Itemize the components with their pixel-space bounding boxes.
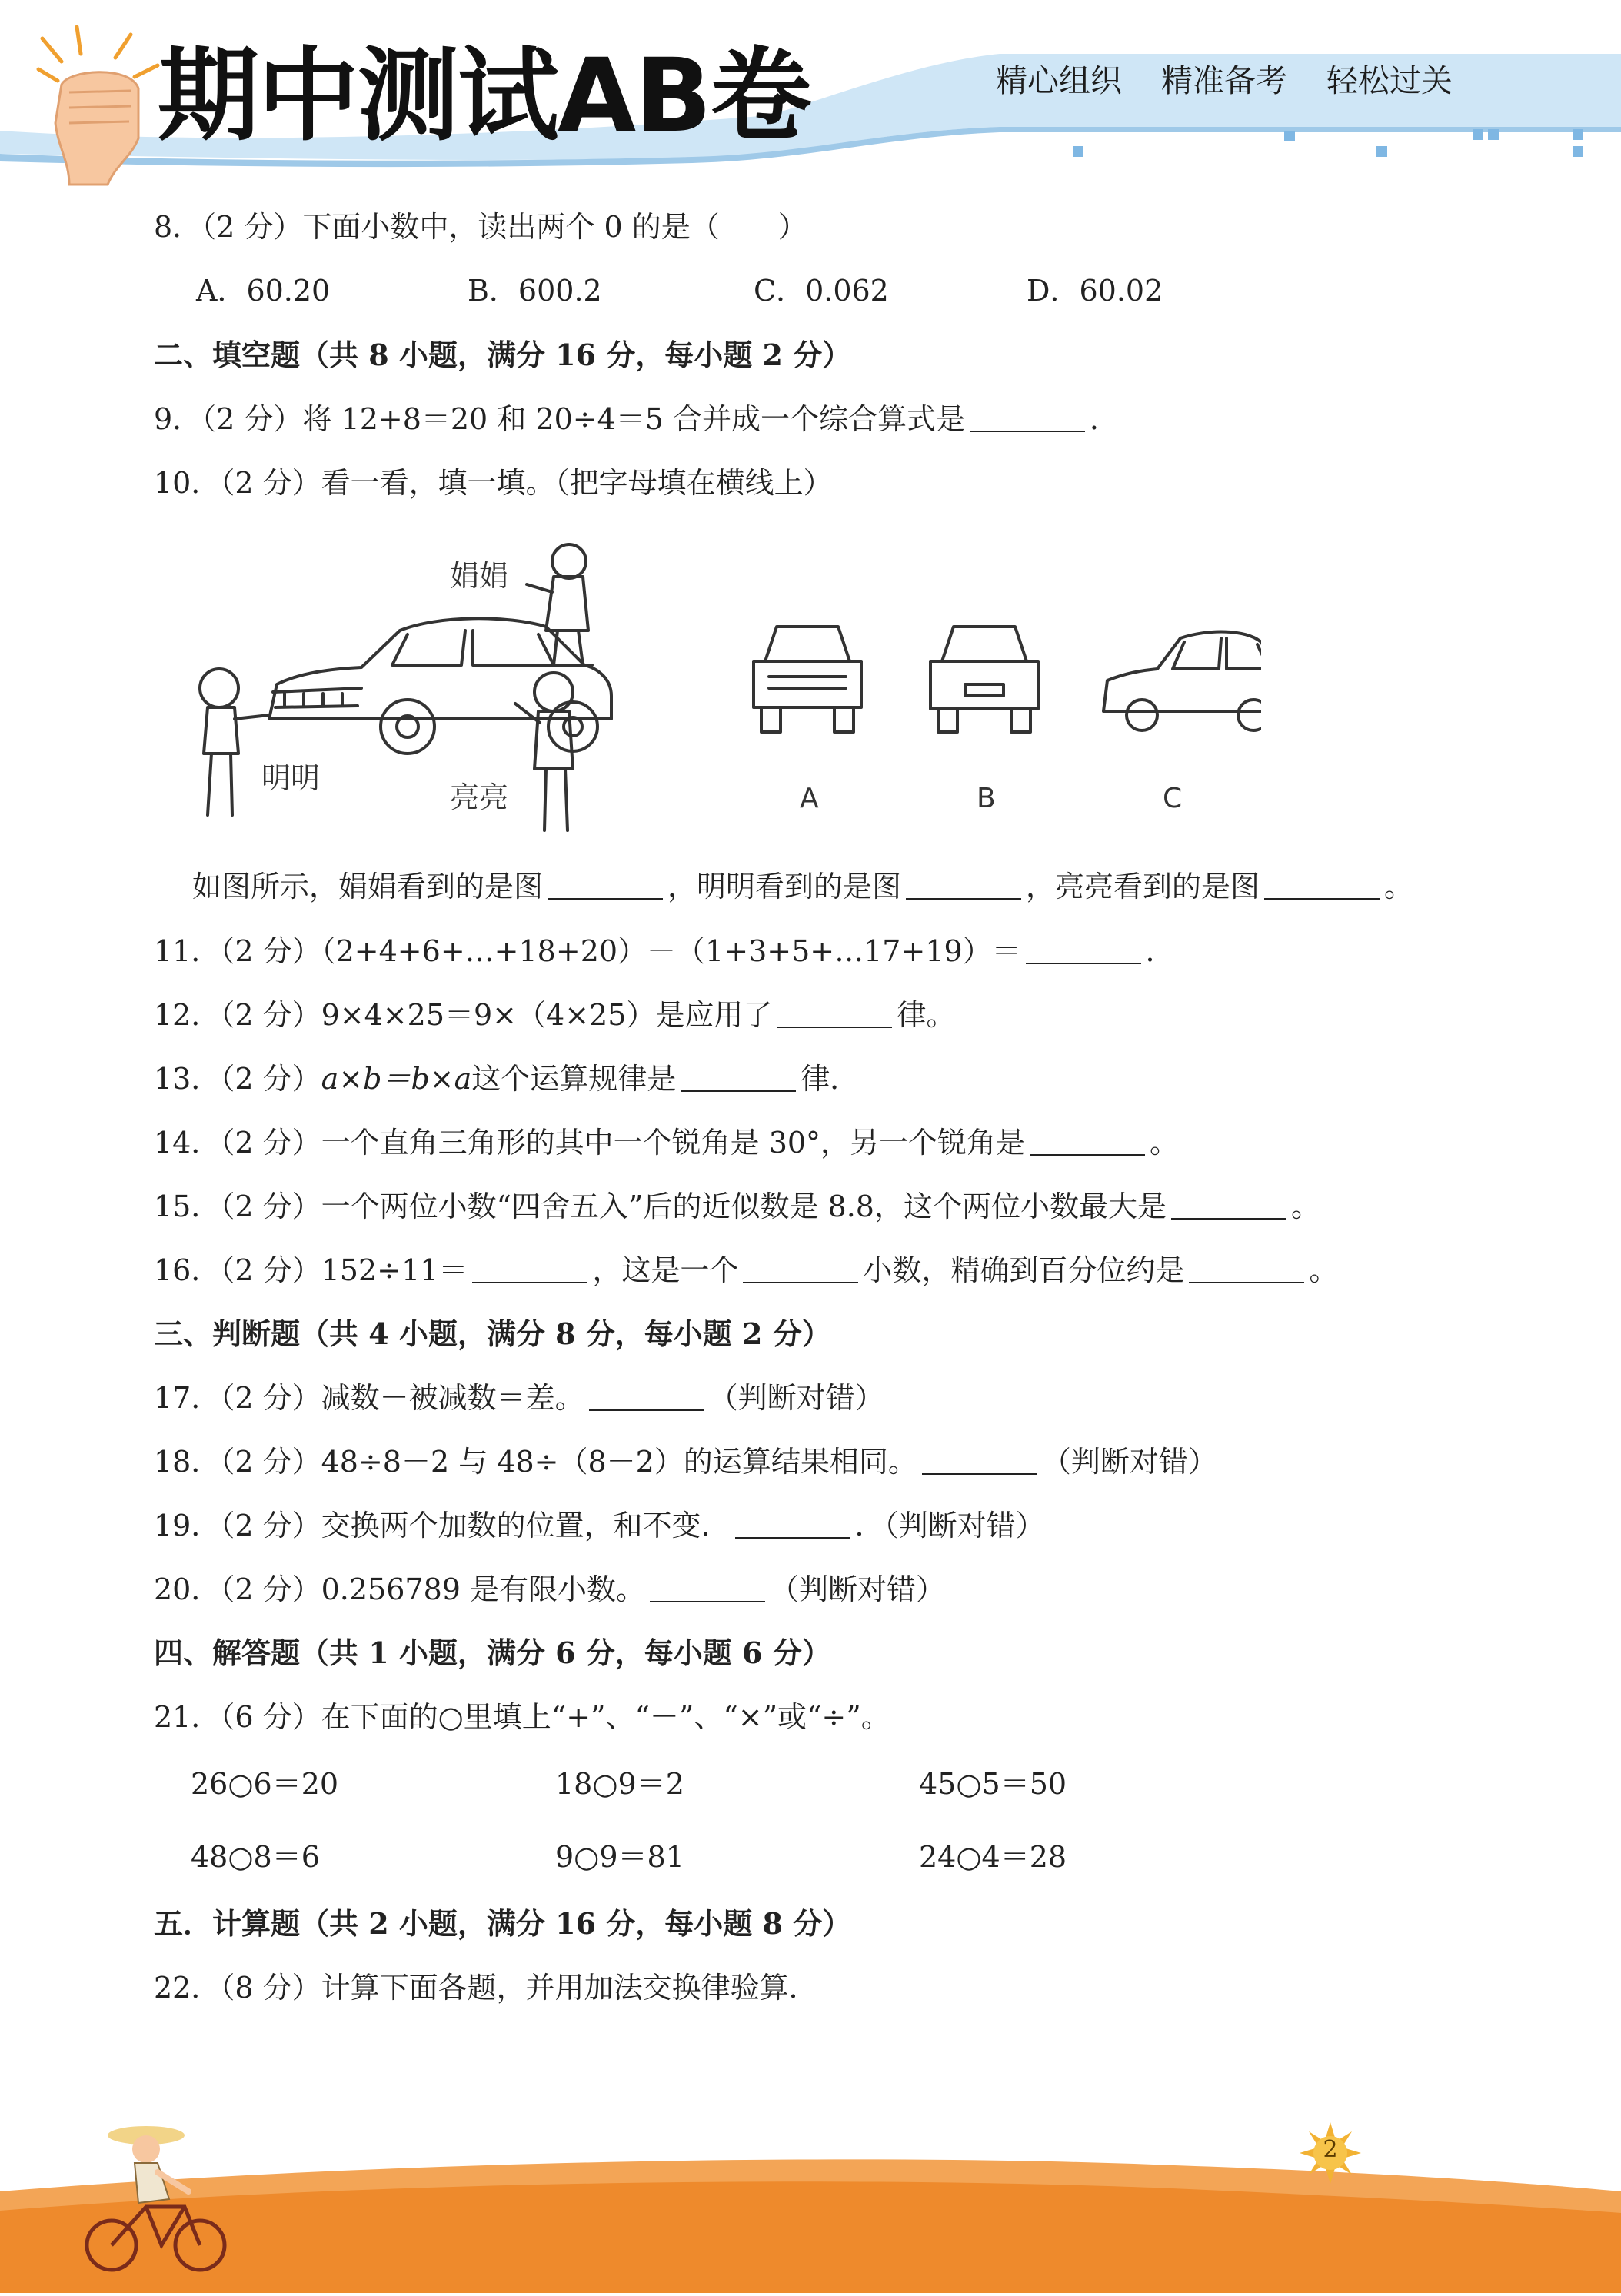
answer-blank[interactable] xyxy=(472,1254,587,1283)
section-4-heading: 四、解答题（共 1 小题，满分 6 分，每小题 6 分） xyxy=(154,1635,831,1670)
question-20-text: 20．（2 分）0.256789 是有限小数。 xyxy=(154,1572,646,1606)
question-13-number: 13．（2 分） xyxy=(154,1062,321,1096)
answer-blank[interactable] xyxy=(1189,1254,1304,1283)
question-8-option-c: C．0.062 xyxy=(754,274,889,308)
answer-blank[interactable] xyxy=(777,999,892,1028)
question-13 xyxy=(154,1060,859,1098)
fist-icon xyxy=(23,23,161,192)
question-10-text-b: ，明明看到的是图 xyxy=(667,870,902,903)
question-11-end: ． xyxy=(1145,934,1175,968)
question-11 xyxy=(154,932,1175,970)
question-16 xyxy=(154,1251,1338,1289)
answer-blank[interactable] xyxy=(922,1446,1037,1475)
question-14 xyxy=(154,1123,1179,1162)
question-13-text: 这个运算规律是 xyxy=(471,1062,677,1096)
question-19-text: 19．（2 分）交换两个加数的位置，和不变． xyxy=(154,1509,731,1542)
question-19 xyxy=(154,1506,1045,1545)
equation-1: 26○6＝20 xyxy=(191,1767,339,1801)
question-17-text: 17．（2 分）减数－被减数＝差。 xyxy=(154,1381,584,1415)
question-10-text-c: ，亮亮看到的是图 xyxy=(1026,870,1260,903)
question-10-answer xyxy=(192,867,1413,906)
question-12 xyxy=(154,996,955,1034)
answer-blank[interactable] xyxy=(970,403,1085,432)
question-9 xyxy=(154,400,1119,438)
cyclist-icon xyxy=(85,2118,231,2280)
header-title: 期中测试AB卷 xyxy=(158,37,810,155)
question-12-end: 律。 xyxy=(897,998,956,1032)
equation-3: 45○5＝50 xyxy=(919,1767,1067,1801)
question-15 xyxy=(154,1187,1320,1226)
answer-blank[interactable] xyxy=(1171,1190,1286,1220)
label-car-c: C xyxy=(1163,783,1183,814)
question-14-end: 。 xyxy=(1150,1126,1180,1160)
answer-blank[interactable] xyxy=(681,1063,796,1092)
answer-blank[interactable] xyxy=(743,1254,858,1283)
slogan-1: 精心组织 xyxy=(996,62,1122,99)
label-liangliang: 亮亮 xyxy=(450,780,509,814)
section-5-heading: 五．计算题（共 2 小题，满分 16 分，每小题 8 分） xyxy=(154,1906,852,1941)
slogan-3: 轻松过关 xyxy=(1326,62,1453,99)
question-8-option-b: B．600.2 xyxy=(468,274,602,308)
question-18 xyxy=(154,1442,1217,1481)
question-10-stem: 10．（2 分）看一看，填一填。（把字母填在横线上） xyxy=(154,466,833,500)
page-number-badge xyxy=(1300,2122,1361,2184)
question-15-end: 。 xyxy=(1290,1190,1320,1223)
question-12-text: 12．（2 分）9×4×25＝9×（4×25）是应用了 xyxy=(154,998,773,1032)
label-juanjuan: 娟娟 xyxy=(450,559,509,593)
section-3-heading: 三、判断题（共 4 小题，满分 8 分，每小题 2 分） xyxy=(154,1316,831,1351)
question-19-end: ．（判断对错） xyxy=(854,1509,1045,1542)
label-car-b: B xyxy=(977,783,996,814)
question-13-end: 律． xyxy=(801,1062,860,1096)
question-20 xyxy=(154,1570,945,1609)
question-21-stem: 21．（6 分）在下面的○里填上“+”、“－”、“×”或“÷”。 xyxy=(154,1700,890,1734)
label-mingming: 明明 xyxy=(261,761,321,795)
question-14-text: 14．（2 分）一个直角三角形的其中一个锐角是 30°，另一个锐角是 xyxy=(154,1126,1026,1160)
question-11-text: 11．（2 分）（2+4+6+…+18+20）－（1+3+5+…17+19）＝ xyxy=(154,934,1021,968)
question-16-text-b: ，这是一个 xyxy=(592,1253,739,1287)
question-16-text-c: 小数，精确到百分位约是 xyxy=(863,1253,1185,1287)
question-10-figure xyxy=(185,531,1261,854)
section-2-heading: 二、填空题（共 8 小题，满分 16 分，每小题 2 分） xyxy=(154,338,852,372)
question-17-end: （判断对错） xyxy=(708,1381,884,1415)
question-10-text-a: 如图所示，娟娟看到的是图 xyxy=(192,870,544,903)
label-car-a: A xyxy=(800,783,819,814)
equation-4: 48○8＝6 xyxy=(191,1840,320,1874)
page-number: 2 xyxy=(1323,2136,1338,2163)
answer-blank[interactable] xyxy=(1026,935,1141,964)
answer-blank[interactable] xyxy=(650,1573,765,1602)
slogan-2: 精准备考 xyxy=(1161,62,1287,99)
question-18-text: 18．（2 分）48÷8－2 与 48÷（8－2）的运算结果相同。 xyxy=(154,1445,917,1479)
question-22: 22．（8 分）计算下面各题，并用加法交换律验算． xyxy=(154,1971,818,2005)
page-footer xyxy=(0,2076,1621,2293)
answer-blank[interactable] xyxy=(1264,870,1380,900)
question-16-text-a: 16．（2 分）152÷11＝ xyxy=(154,1253,468,1287)
answer-blank[interactable] xyxy=(1030,1126,1145,1156)
answer-blank[interactable] xyxy=(735,1509,850,1539)
question-8-option-d: D．60.02 xyxy=(1027,274,1163,308)
equation-6: 24○4＝28 xyxy=(919,1840,1067,1874)
question-9-end: ． xyxy=(1090,402,1120,436)
question-10-end: 。 xyxy=(1384,870,1414,903)
question-15-text: 15．（2 分）一个两位小数“四舍五入”后的近似数是 8.8，这个两位小数最大是 xyxy=(154,1190,1167,1223)
question-20-end: （判断对错） xyxy=(770,1572,946,1606)
car-view-illustration xyxy=(185,531,1261,854)
equation-2: 18○9＝2 xyxy=(555,1767,684,1801)
answer-blank[interactable] xyxy=(548,870,663,900)
answer-blank[interactable] xyxy=(589,1382,704,1411)
question-13-formula: a×b＝b×a xyxy=(321,1062,472,1096)
question-16-end: 。 xyxy=(1309,1253,1339,1287)
footer-wave xyxy=(0,2076,1621,2293)
equation-5: 9○9＝81 xyxy=(555,1840,684,1874)
question-9-text: 9．（2 分）将 12+8＝20 和 20÷4＝5 合并成一个综合算式是 xyxy=(154,402,966,436)
question-8-stem: 8．（2 分）下面小数中，读出两个 0 的是（ ） xyxy=(154,210,807,244)
question-8-option-a: A．60.20 xyxy=(196,274,331,308)
question-17 xyxy=(154,1379,884,1417)
question-18-end: （判断对错） xyxy=(1041,1445,1217,1479)
page-header xyxy=(0,0,1621,177)
answer-blank[interactable] xyxy=(906,870,1021,900)
